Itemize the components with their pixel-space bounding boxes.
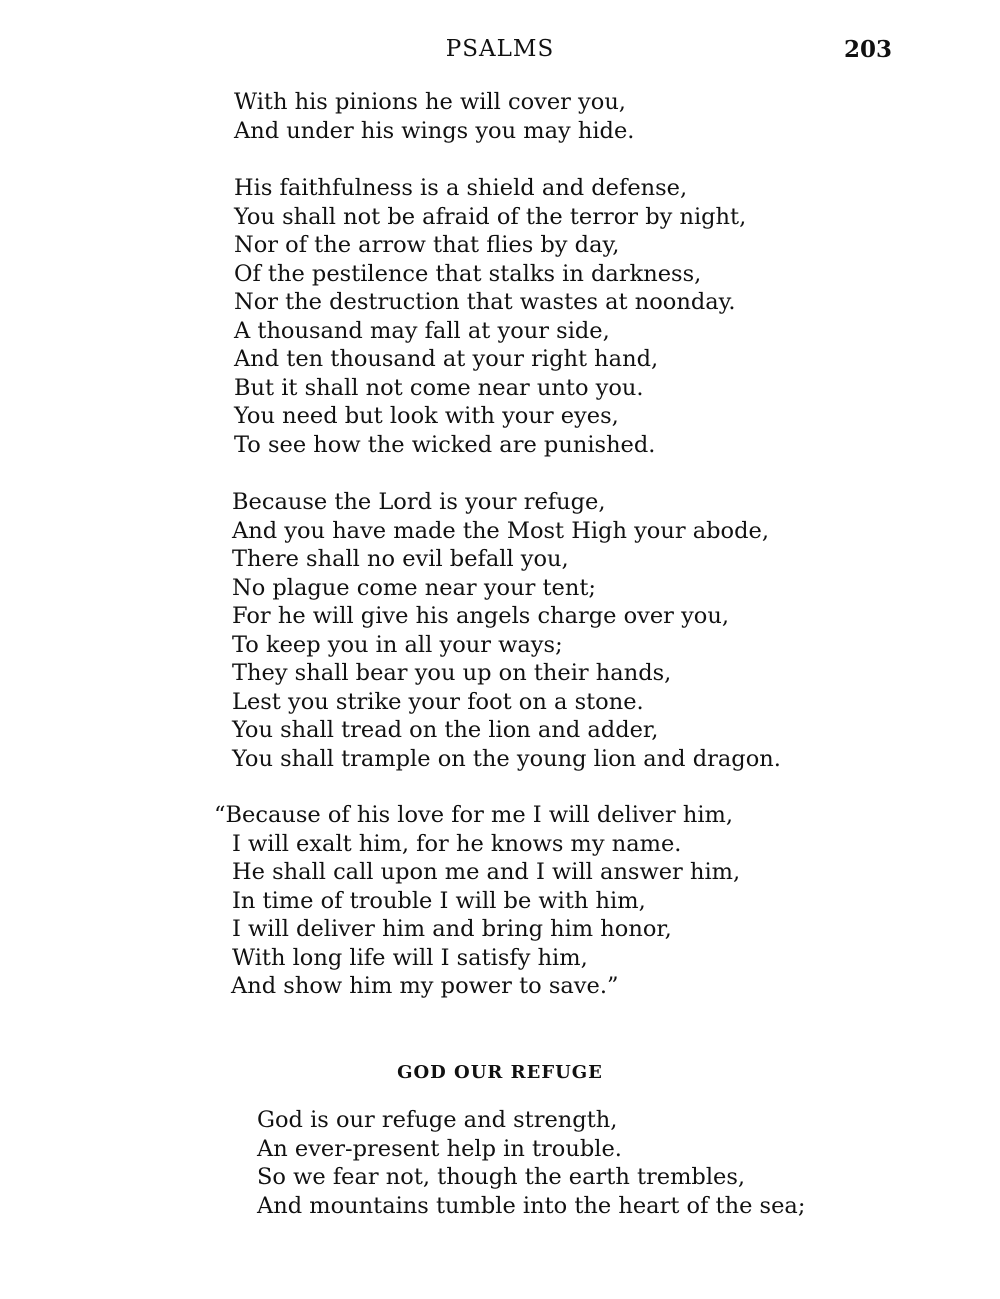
verse-line: And under his wings you may hide. [234,117,635,144]
verse-line: With long life will I satisfy him, [232,944,588,971]
verse-line: A thousand may fall at your side, [234,317,610,344]
verse-line: I will exalt him, for he knows my name. [232,830,682,857]
verse-line: An ever-present help in trouble. [257,1135,622,1162]
verse-line: And show him my power to save.” [231,973,619,999]
verse-line: To see how the wicked are punished. [234,431,656,458]
verse-line: You shall tread on the lion and adder, [232,717,659,743]
stanza-3 [232,488,781,773]
page-number: 203 [843,36,892,63]
verse-line: Nor of the arrow that flies by day, [234,232,620,258]
running-title: PSALMS [445,36,555,62]
verse-line: You shall trample on the young lion and dragon. [232,745,781,772]
verse-line: To keep you in all your ways; [232,631,563,658]
verse-line: And you have made the Most High your abode, [232,517,769,544]
stanza-4 [214,801,740,1001]
stanza-1 [234,88,634,145]
verse-line: So we fear not, though the earth trembles, [257,1164,746,1190]
verse-line: But it shall not come near unto you. [234,374,644,401]
verse-line: He shall call upon me and I will answer him, [232,859,741,885]
verse-line: Because the Lord is your refuge, [232,489,606,515]
verse-line: Of the pestilence that stalks in darkness, [234,260,702,287]
verse-line: They shall bear you up on their hands, [232,660,672,686]
verse-line: With his pinions he will cover you, [234,89,626,115]
verse-line: And mountains tumble into the heart of the sea; [257,1192,806,1219]
verse-line: You shall not be afraid of the terror by night, [234,203,747,230]
verse-line: In time of trouble I will be with him, [232,887,646,914]
verse-line: For he will give his angels charge over you, [232,603,729,629]
verse-line: Lest you strike your foot on a stone. [232,688,644,715]
verse-line: “Because of his love for me I will deliver him, [214,802,734,828]
stanza-5 [257,1106,805,1220]
verse-line: And ten thousand at your right hand, [234,346,659,372]
stanza-2 [234,174,746,459]
section-heading: GOD OUR REFUGE [397,1062,603,1083]
verse-line: His faithfulness is a shield and defense, [234,175,688,201]
verse-line: You need but look with your eyes, [234,403,619,429]
verse-line: There shall no evil befall you, [232,546,569,572]
verse-line: God is our refuge and strength, [257,1107,618,1133]
verse-line: Nor the destruction that wastes at noonday. [234,289,736,315]
verse-line: I will deliver him and bring him honor, [232,916,672,942]
verse-line: No plague come near your tent; [232,574,596,601]
